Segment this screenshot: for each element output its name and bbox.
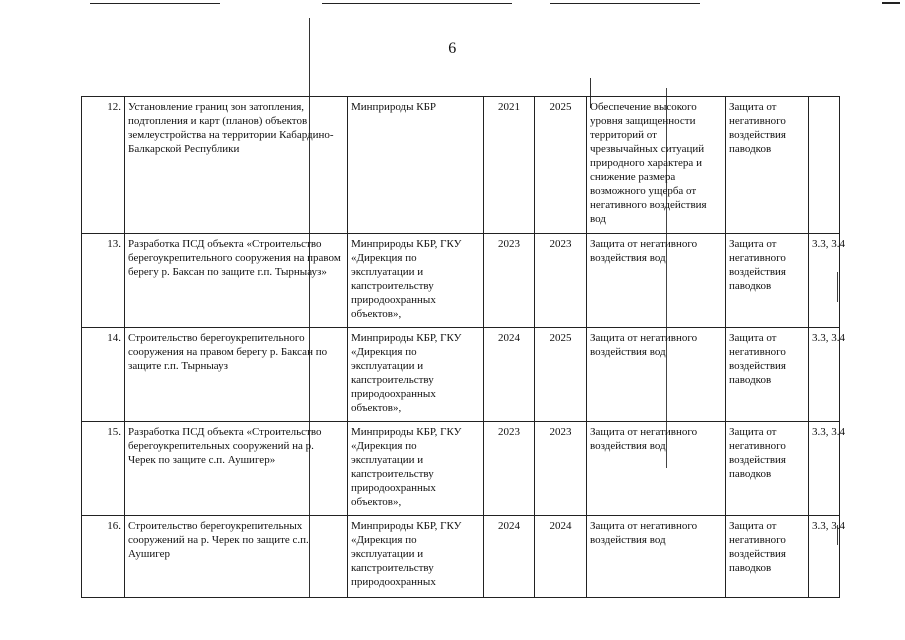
measures-table — [81, 96, 845, 598]
goal: Защита от негативного воздействия паводков — [726, 234, 809, 328]
start-year: 2021 — [484, 97, 535, 234]
measure-name: Разработка ПСД объекта «Строительство берегоукрепительного сооружения на правом берегу р. Баксан по защите г.п. Тырныауз» — [125, 234, 348, 328]
start-year: 2024 — [484, 516, 535, 598]
goal: Защита от негативного воздействия паводков — [726, 328, 809, 422]
executor: Минприроды КБР, ГКУ «Дирекция по эксплуатации и капстроительству природоохранных объектов», — [348, 234, 484, 328]
start-year: 2023 — [484, 422, 535, 516]
executor: Минприроды КБР, ГКУ «Дирекция по эксплуатации и капстроительству природоохранных объектов», — [348, 422, 484, 516]
executor: Минприроды КБР, ГКУ «Дирекция по эксплуатации и капстроительству природоохранных объектов», — [348, 328, 484, 422]
executor: Минприроды КБР — [348, 97, 484, 234]
expected-result: Защита от негативного воздействия вод — [587, 516, 726, 598]
end-year: 2025 — [535, 328, 587, 422]
row-number: 14. — [82, 328, 125, 422]
scan-line — [90, 3, 220, 4]
row-number: 12. — [82, 97, 125, 234]
page-number: 6 — [448, 40, 457, 57]
end-year: 2023 — [535, 234, 587, 328]
measure-name: Строительство берегоукрепительного сооружения на правом берегу р. Баксан по защите г.п. Тырныауз — [125, 328, 348, 422]
expected-result: Защита от негативного воздействия вод — [587, 328, 726, 422]
executor: Минприроды КБР, ГКУ «Дирекция по эксплуатации и капстроительству природоохранных — [348, 516, 484, 598]
goal: Защита от негативного воздействия паводков — [726, 97, 809, 234]
row-number: 15. — [82, 422, 125, 516]
table-row — [82, 97, 840, 234]
measure-name: Разработка ПСД объекта «Строительство берегоукрепительных сооружений на р. Черек по защите с.п. Аушигер» — [125, 422, 348, 516]
expected-result: Обеспечение высокого уровня защищенности территорий от чрезвычайных ситуаций природного характера и снижение размера возможного ущерба от негативного воздействия вод — [587, 97, 726, 234]
scan-line — [882, 2, 900, 4]
goal: Защита от негативного воздействия паводков — [726, 422, 809, 516]
start-year: 2024 — [484, 328, 535, 422]
row-number: 13. — [82, 234, 125, 328]
indicators: 3.3, 3.4 — [809, 422, 840, 516]
end-year: 2024 — [535, 516, 587, 598]
end-year: 2023 — [535, 422, 587, 516]
row-number: 16. — [82, 516, 125, 598]
scan-line — [550, 3, 700, 4]
expected-result: Защита от негативного воздействия вод — [587, 234, 726, 328]
table-row — [82, 422, 840, 516]
measure-name: Установление границ зон затопления, подтопления и карт (планов) объектов землеустройства на территории Кабардино-Балкарской Республики — [125, 97, 348, 234]
expected-result: Защита от негативного воздействия вод — [587, 422, 726, 516]
goal: Защита от негативного воздействия паводков — [726, 516, 809, 598]
scan-line — [322, 3, 512, 4]
indicators: 3.3, 3.4 — [809, 328, 840, 422]
table-row — [82, 234, 840, 328]
indicators — [809, 97, 840, 234]
measure-name: Строительство берегоукрепительных сооружений на р. Черек по защите с.п. Аушигер — [125, 516, 348, 598]
start-year: 2023 — [484, 234, 535, 328]
end-year: 2025 — [535, 97, 587, 234]
indicators: 3.3, 3.4 — [809, 516, 840, 598]
table-row — [82, 516, 840, 598]
table-row — [82, 328, 840, 422]
indicators: 3.3, 3.4 — [809, 234, 840, 328]
